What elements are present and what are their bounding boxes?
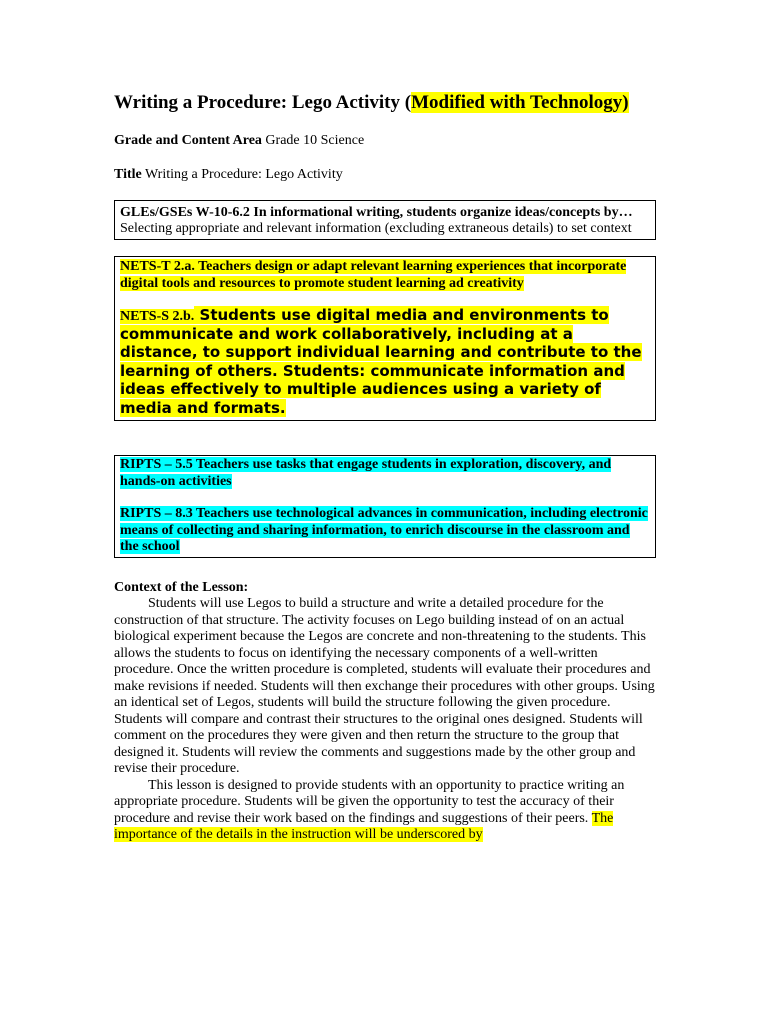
title-highlight: Modified with Technology)	[411, 92, 629, 113]
ripts-box	[114, 455, 656, 558]
ripts-5-5	[120, 457, 649, 490]
document-page	[114, 90, 656, 844]
nets-s-text: Students use digital media and environments to communicate and work collaboratively, including at a distance, to support individual learning and contribute to the learning of others. Students: communicate information and ideas effectively to multiple audiences using a variety of media and formats.	[120, 306, 642, 417]
gles-bold: GLEs/GSEs W-10-6.2 In informational writing, students organize ideas/concepts by…	[120, 205, 633, 220]
gles-box	[114, 200, 656, 240]
grade-line	[114, 132, 656, 150]
nets-t-text: NETS-T 2.a. Teachers design or adapt relevant learning experiences that incorporate digital tools and resources to promote student learning ad creativity	[120, 259, 627, 291]
context-paragraph-1: Students will use Legos to build a structure and write a detailed procedure for the construction of that structure. The activity focuses on Lego building instead of on an actual biological experiment because the Legos are concrete and non-threatening to the students. This allows the students to focus on identifying the necessary components of a well-written procedure. Once the written procedure is completed, students will evaluate their procedures and make revisions if needed. Students will then exchange their procedures with other groups. Using an identical set of Legos, students will build the structure following the given procedure. Students will compare and contrast their structures to the original ones designed. Students will comment on the procedures they were given and then return the structure to the group that designed it. Students will review the comments and suggestions made by the other group and revise their procedure.	[114, 596, 655, 776]
title-line	[114, 166, 656, 184]
grade-value: Grade 10 Science	[261, 133, 365, 148]
context-paragraph-2	[114, 778, 656, 844]
gles-normal: Selecting appropriate and relevant information (excluding extraneous details) to set context	[120, 221, 632, 236]
title-value: Writing a Procedure: Lego Activity	[141, 167, 343, 182]
title-prefix: Writing a Procedure: Lego Activity (	[114, 92, 412, 113]
ripts-5-5-text: RIPTS – 5.5 Teachers use tasks that engage students in exploration, discovery, and hands-on activities	[120, 457, 612, 489]
paragraph-2-highlight: The importance of the details in the instruction will be underscored by	[114, 810, 614, 842]
nets-box	[114, 256, 656, 421]
paragraph-2-text: This lesson is designed to provide students with an opportunity to practice writing an appropriate procedure. Students will be given the opportunity to test the accuracy of their procedure and revise their work based on the findings and suggestions of their peers.	[114, 777, 625, 826]
context-heading: Context of the Lesson:	[114, 579, 249, 595]
nets-t-standard	[120, 258, 649, 292]
ripts-8-3	[120, 506, 649, 556]
ripts-8-3-text: RIPTS – 8.3 Teachers use technological advances in communication, including electronic means of collecting and sharing information, to enrich discourse in the classroom and the school	[120, 506, 648, 554]
document-title	[114, 90, 656, 115]
nets-s-standard	[120, 307, 649, 418]
title-label: Title	[114, 167, 142, 182]
nets-s-lead: NETS-S 2.b.	[120, 309, 195, 324]
grade-label: Grade and Content Area	[114, 133, 262, 148]
